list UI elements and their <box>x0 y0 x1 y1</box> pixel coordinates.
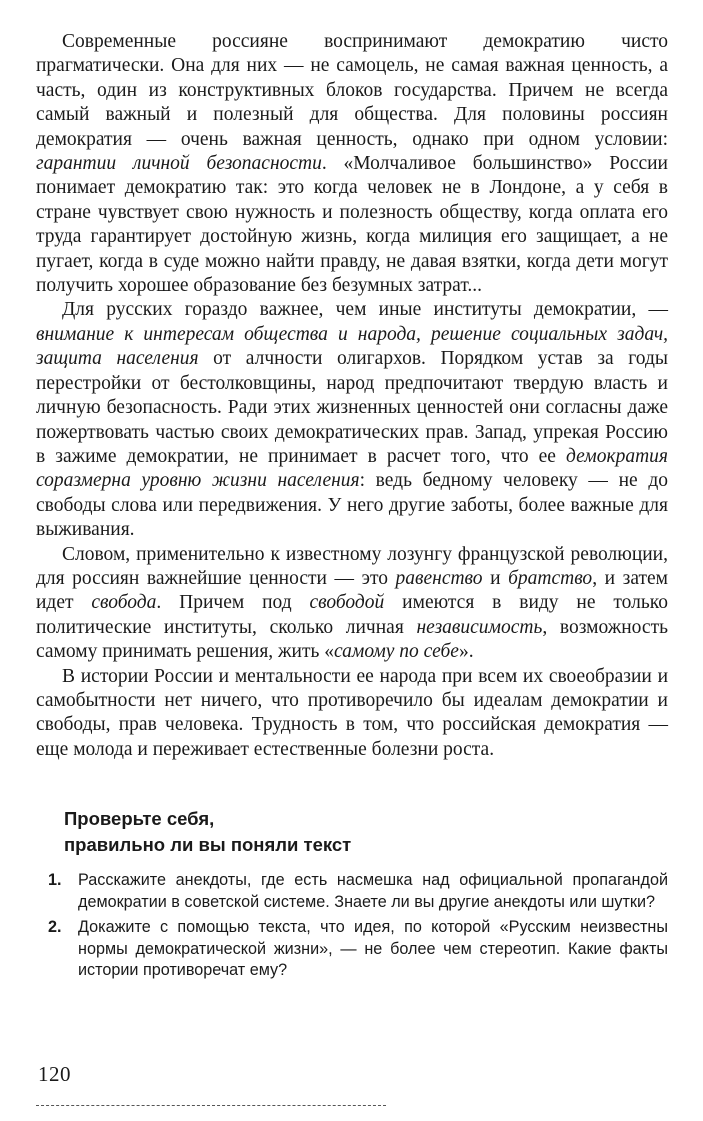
text-run: и <box>482 567 509 589</box>
page-number: 120 <box>38 1062 71 1086</box>
italic-emphasis: внимание к интересам общества и народа, решение социальных задач, защита населения <box>36 323 668 370</box>
italic-emphasis: самому по себе <box>333 641 459 663</box>
question-number: 1. <box>48 871 62 890</box>
question-number: 2. <box>48 918 62 937</box>
italic-emphasis: равенство <box>395 567 483 589</box>
check-yourself-section <box>36 806 668 982</box>
text-run: : ведь бедному человеку — не до свободы слова или передвижения. У него другие заботы, более важные для выживания. <box>36 470 668 541</box>
text-run: от алчности олигархов. Порядком устав за годы перестройки от бестолковщины, народ предпочитают твердую власть и личную безопасность. Ради этих жизненных ценностей они согласны даже пожертвовать частью своих демократических прав. Запад, упрекая Россию в зажиме демократии, не принимает в расчет того, что ее <box>36 348 668 467</box>
text-run: ». <box>458 641 474 663</box>
text-run: Словом, применительно к известному лозунгу французской революции, для россиян важнейшие ценности — это <box>36 543 668 589</box>
section-title <box>64 806 668 858</box>
section-title-line: правильно ли вы поняли текст <box>64 834 352 856</box>
italic-emphasis: свободой <box>309 592 385 614</box>
question-text: Докажите с помощью текста, что идея, по которой «Русским неизвестны нормы демократической жизни», — не более чем стереотип. Какие факты истории противоречат ему? <box>78 918 668 980</box>
question-list <box>36 870 668 982</box>
body-text <box>36 30 668 762</box>
text-run: имеются в виду не только политические институты, сколько личная <box>36 592 668 638</box>
text-run: . «Молчаливое большинство» России понимает демократию так: это когда человек не в Лондоне, а у себя в стране чувствует свою нужность и полезность обществу, когда оплата его труда гарантирует достойную жизнь, когда милиция его защищает, а не пугает, когда в суде можно найти правду, не давая взятки, когда дети могут получить хорошее образование без безумных затрат... <box>36 153 668 297</box>
page-content <box>36 30 668 986</box>
italic-emphasis: свобода <box>91 592 157 614</box>
paragraph <box>36 543 668 665</box>
text-run: . Причем под <box>156 592 310 614</box>
italic-emphasis: гарантии личной безопасности <box>36 153 322 175</box>
italic-emphasis: братство <box>508 567 593 589</box>
paragraph <box>36 298 668 542</box>
question-item <box>36 917 668 982</box>
question-item <box>36 870 668 913</box>
paragraph <box>36 30 668 298</box>
italic-emphasis: демократия соразмерна уровню жизни населения <box>36 445 668 492</box>
text-run: , возможность самому принимать решения, жить « <box>36 616 668 663</box>
text-run: Современные россияне воспринимают демократию чисто прагматически. Она для них — не самоцель, не самая важная ценность, а часть, один из конструктивных блоков государства. Причем не всегда самый важный и полезный для общества. Для половины россиян демократия — очень важная ценность, однако при одном условии: <box>36 31 668 150</box>
footer-divider <box>36 1105 386 1106</box>
text-run: , и затем идет <box>36 567 668 614</box>
question-text: Расскажите анекдоты, где есть насмешка над официальной пропагандой демократии в советской системе. Знаете ли вы другие анекдоты или шутки? <box>78 871 668 911</box>
paragraph <box>36 665 668 763</box>
text-run: Для русских гораздо важнее, чем иные институты демократии, — <box>62 299 668 321</box>
italic-emphasis: независимость <box>416 616 543 638</box>
text-run: В истории России и ментальности ее народа при всем их своеобразии и самобытности нет ничего, что противоречило бы идеалам демократии и свободы, прав человека. Трудность в том, что российская демократия — еще молода и переживает естественные болезни роста. <box>36 665 668 760</box>
section-title-line: Проверьте себя, <box>64 808 215 830</box>
